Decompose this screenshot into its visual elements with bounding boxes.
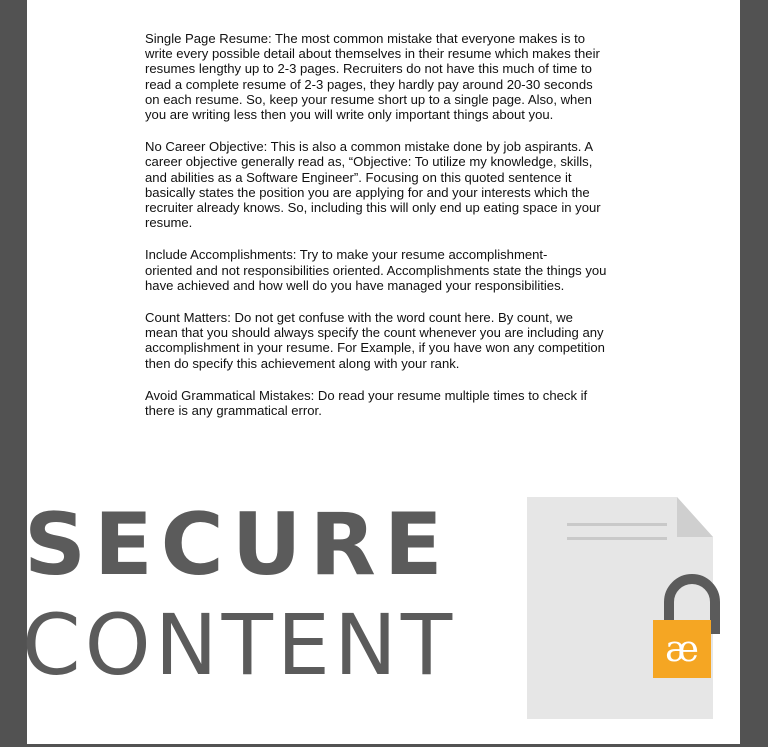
watermark-secure-text: SECURE <box>24 495 451 595</box>
paragraph-avoid-grammatical-mistakes: Avoid Grammatical Mistakes: Do read your resume multiple times to check if there is any grammatical error. <box>145 387 588 419</box>
lock-icon <box>653 620 711 678</box>
paragraph-include-accomplishments: Include Accomplishments: Try to make your resume accomplishment- oriented and not responsibilities oriented. Accomplishments state the things you have achieved and how well do you have managed your responsibilities. <box>145 247 607 293</box>
paragraph-single-page-resume: Single Page Resume: The most common mistake that everyone makes is to write every possible detail about themselves in their resume which makes their resumes lengthy up to 2-3 pages. Recruiters do not have this much of time to read a complete resume of 2-3 pages, they hardly pay around 20-30 seconds on each resume. So, keep your resume short up to a single page. Also, when you are writing less then you will write only important things about you. <box>145 31 600 123</box>
lock-badge-glyph: æ <box>665 628 699 670</box>
paragraph-no-career-objective: No Career Objective: This is also a common mistake done by job aspirants. A career objective generally read as, “Objective: To utilize my knowledge, skills, and abilities as a Software Engineer”. Focusing on this quoted sentence it basically states the position you are applying for and your interests which the recruiter already knows. So, including this will only end up eating space in your resume. <box>145 139 601 231</box>
watermark-content-text: CONTENT <box>22 596 457 694</box>
paragraph-count-matters: Count Matters: Do not get confuse with the word count here. By count, we mean that you should always specify the count whenever you are including any accomplishment in your resume. For Example, if you have won any competition then do specify this achievement along with your rank. <box>145 310 605 371</box>
document-body <box>145 31 665 435</box>
